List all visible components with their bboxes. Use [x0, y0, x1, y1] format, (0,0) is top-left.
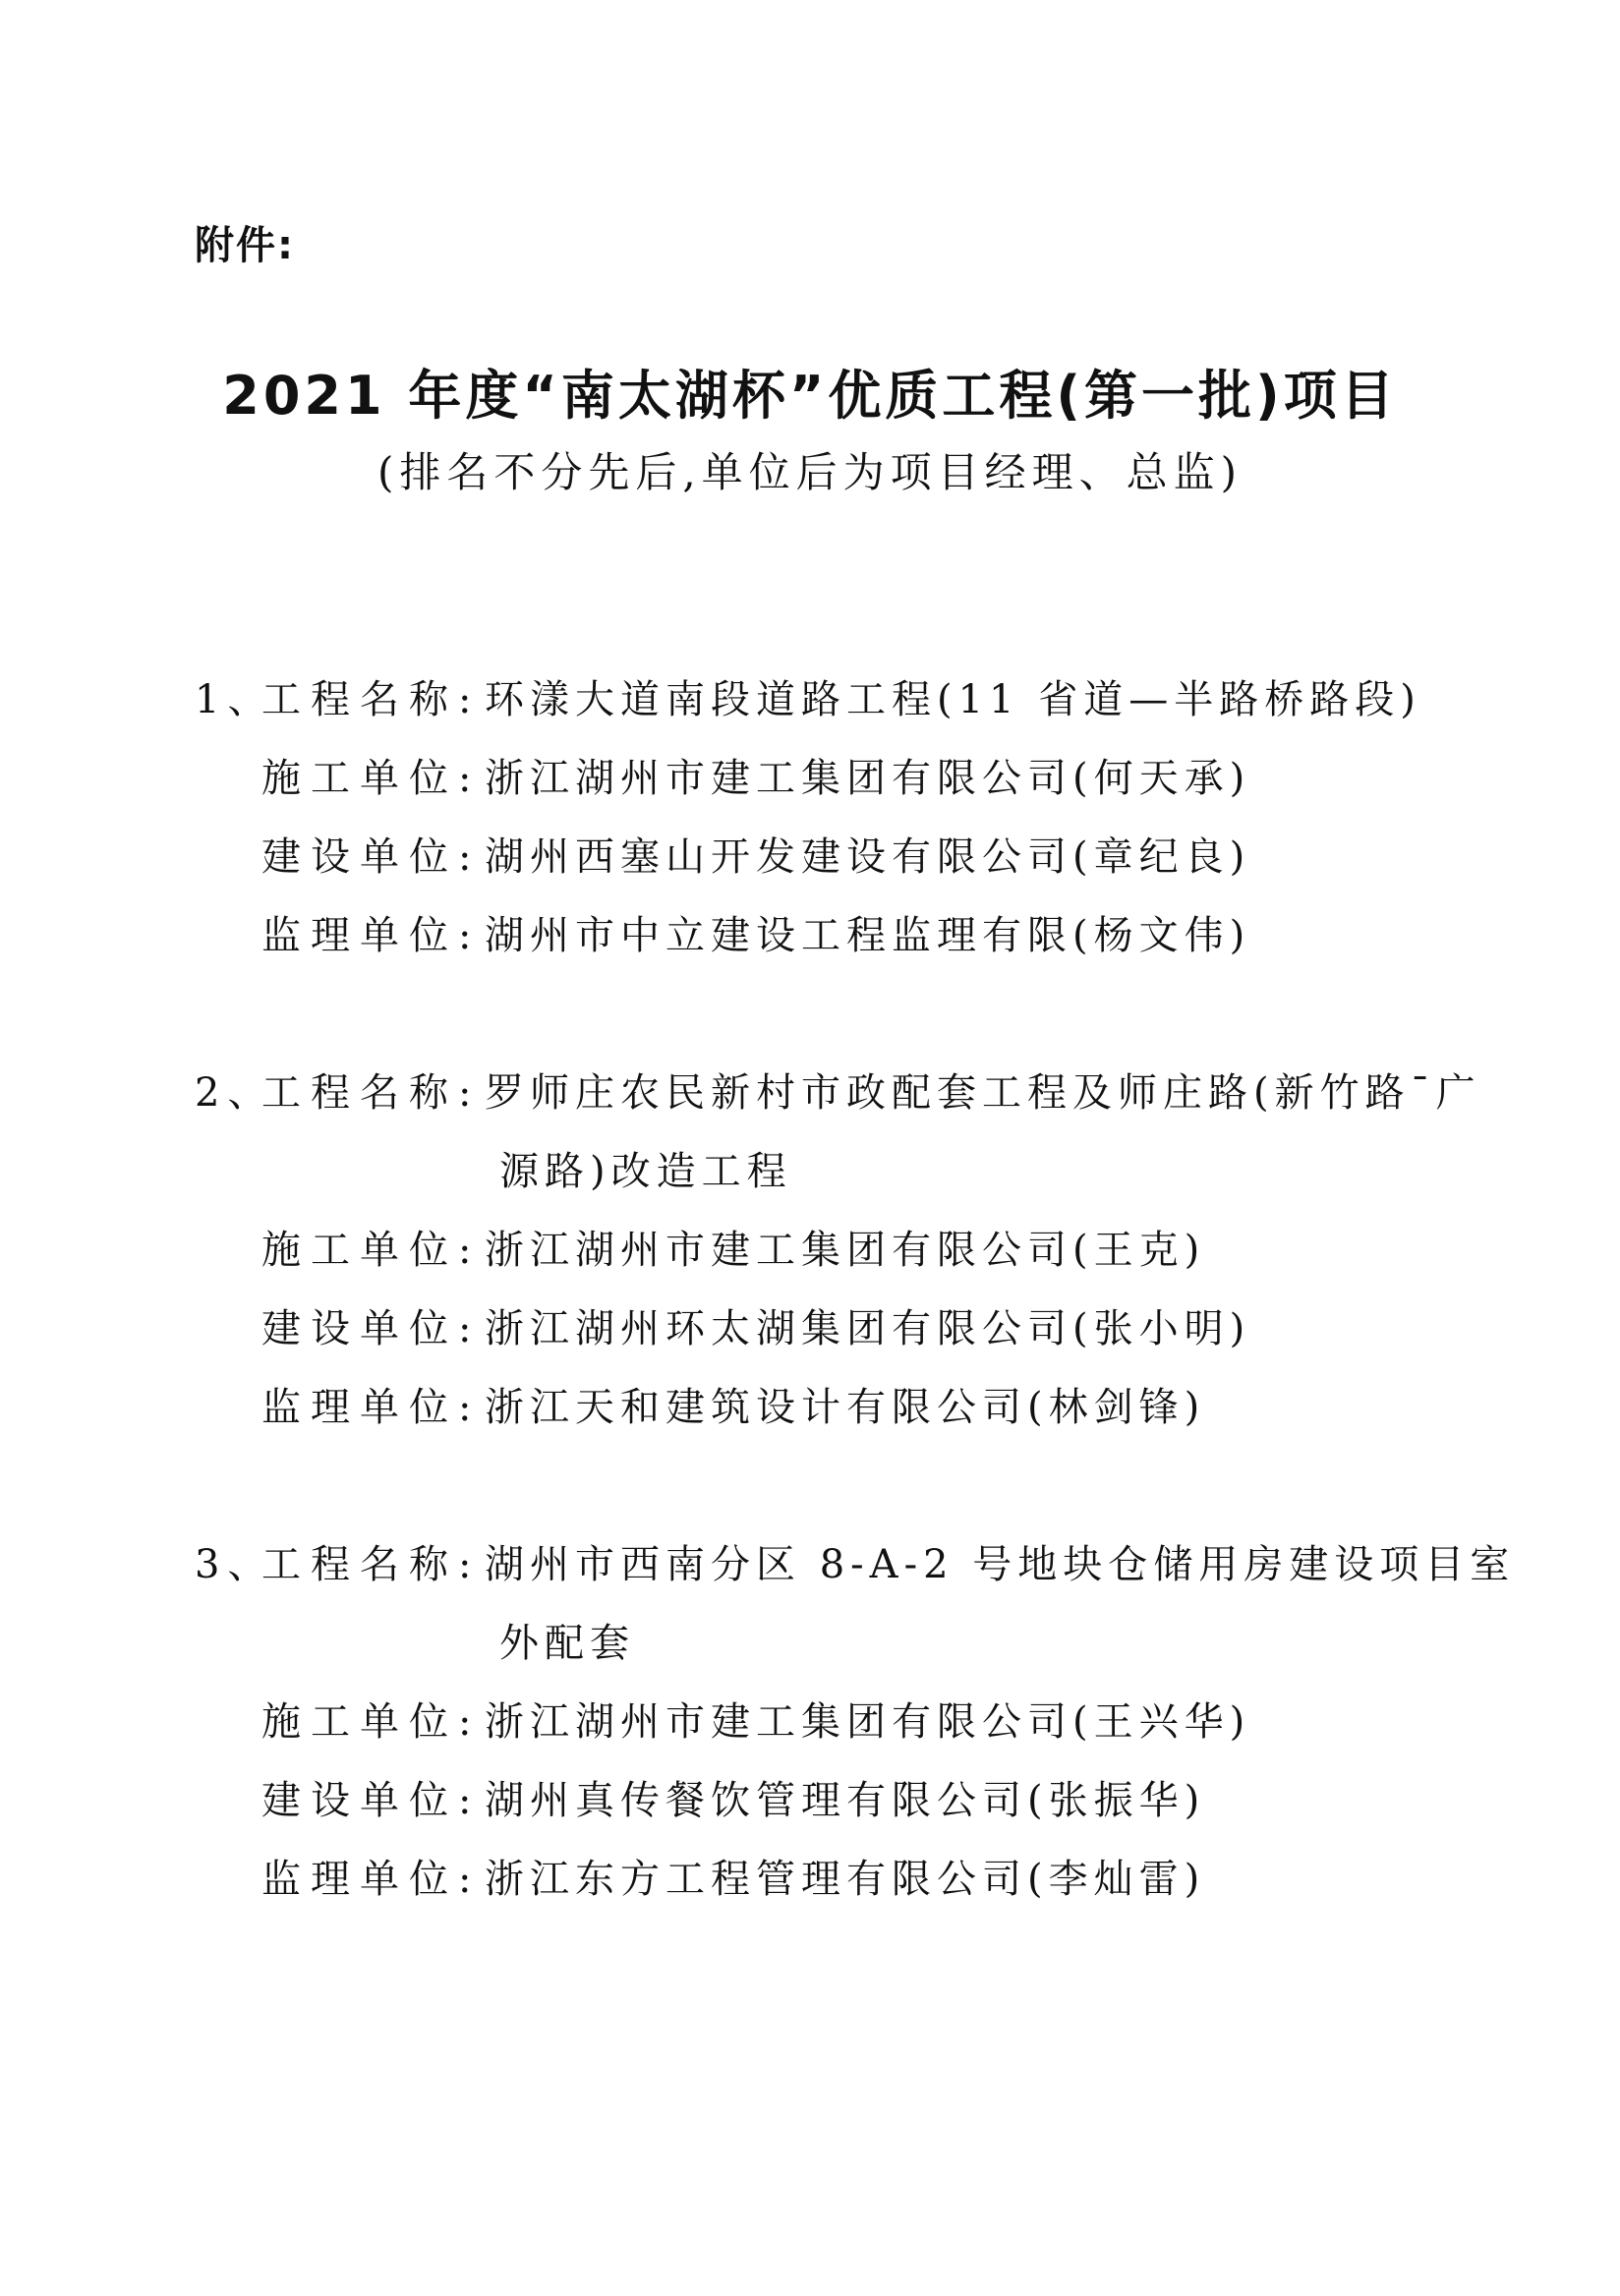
- supervisor-unit: 浙江天和建筑设计有限公司(林剑锋): [485, 1385, 1206, 1430]
- supervisor-unit: 湖州市中立建设工程监理有限(杨文伟): [485, 913, 1251, 958]
- supervisor-unit-label: 监理单位:: [261, 1385, 482, 1430]
- supervisor-unit-row: [195, 896, 1473, 975]
- developer-unit-label: 建设单位:: [261, 1306, 482, 1351]
- developer-unit-row: [195, 818, 1473, 896]
- project-name-continuation: 源路)改造工程: [499, 1149, 792, 1194]
- supervisor-unit-label: 监理单位:: [261, 913, 482, 958]
- project-entry: [195, 1054, 1481, 1447]
- construction-unit-label: 施工单位:: [261, 1699, 482, 1745]
- construction-unit-label: 施工单位:: [261, 1228, 482, 1273]
- project-name-continuation: 外配套: [499, 1621, 635, 1666]
- developer-unit: 湖州西塞山开发建设有限公司(章纪良): [485, 834, 1251, 880]
- document-title: 2021 年度“南太湖杯”优质工程(第一批)项目: [222, 365, 1398, 427]
- developer-unit-label: 建设单位:: [261, 834, 482, 880]
- construction-unit: 浙江湖州市建工集团有限公司(何天承): [485, 756, 1251, 801]
- project-number: 1、: [195, 677, 275, 722]
- document-subtitle: (排名不分先后,单位后为项目经理、总监): [376, 448, 1244, 496]
- construction-unit-label: 施工单位:: [261, 756, 482, 801]
- project-number: 2、: [195, 1070, 275, 1116]
- project-name-continuation-row: [195, 1132, 1473, 1211]
- project-entry: [195, 1525, 1516, 1919]
- project-name: 罗师庄农民新村市政配套工程及师庄路(新竹路¯广: [485, 1070, 1481, 1116]
- project-name: 湖州市西南分区 8-A-2 号地块仓储用房建设项目室: [485, 1542, 1516, 1587]
- project-entry: [195, 660, 1473, 975]
- supervisor-unit: 浙江东方工程管理有限公司(李灿雷): [485, 1857, 1206, 1902]
- project-name-row: [195, 1525, 1516, 1604]
- project-name: 环漾大道南段道路工程(11 省道—半路桥路段): [485, 677, 1421, 722]
- developer-unit: 浙江湖州环太湖集团有限公司(张小明): [485, 1306, 1251, 1351]
- project-number: 3、: [195, 1542, 275, 1587]
- construction-unit: 浙江湖州市建工集团有限公司(王克): [485, 1228, 1206, 1273]
- project-name-label: 工程名称:: [261, 1070, 482, 1116]
- project-name-continuation-row: [195, 1604, 1473, 1683]
- supervisor-unit-row: [195, 1368, 1473, 1447]
- project-name-row: [195, 1054, 1481, 1132]
- developer-unit-label: 建设单位:: [261, 1778, 482, 1823]
- project-name-label: 工程名称:: [261, 1542, 482, 1587]
- construction-unit-row: [195, 739, 1473, 818]
- developer-unit-row: [195, 1290, 1473, 1368]
- construction-unit: 浙江湖州市建工集团有限公司(王兴华): [485, 1699, 1251, 1745]
- developer-unit: 湖州真传餐饮管理有限公司(张振华): [485, 1778, 1206, 1823]
- supervisor-unit-row: [195, 1840, 1473, 1919]
- construction-unit-row: [195, 1211, 1473, 1290]
- supervisor-unit-label: 监理单位:: [261, 1857, 482, 1902]
- project-name-row: [195, 660, 1473, 739]
- construction-unit-row: [195, 1683, 1473, 1761]
- project-name-label: 工程名称:: [261, 677, 482, 722]
- attachment-label: 附件:: [195, 223, 295, 268]
- developer-unit-row: [195, 1761, 1473, 1840]
